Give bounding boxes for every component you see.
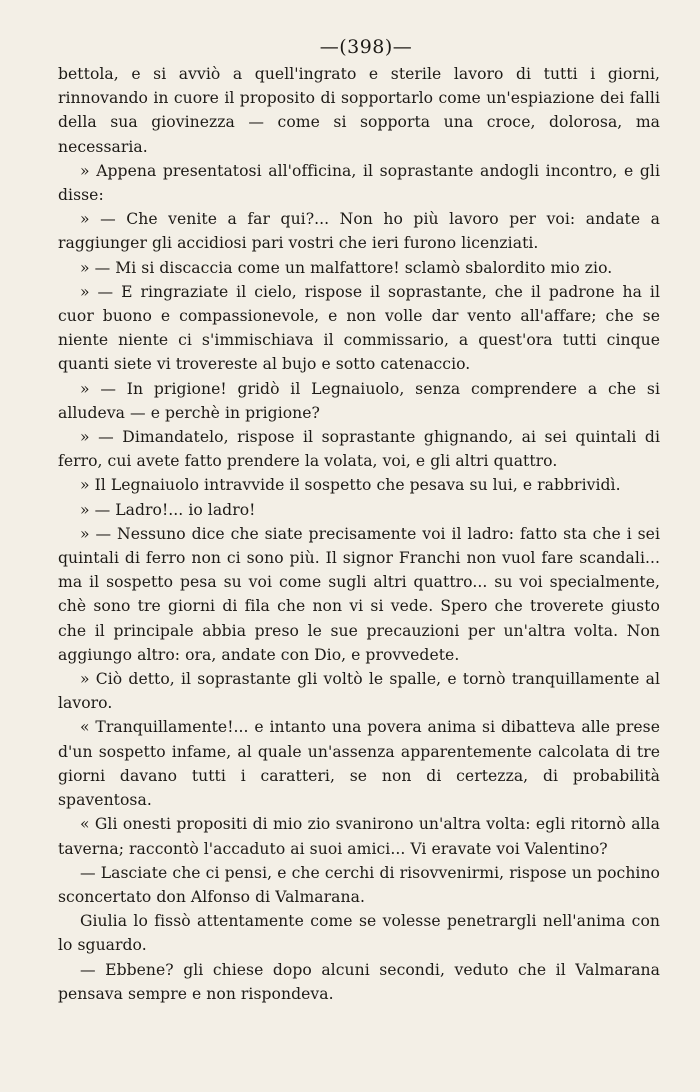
paragraph: — Lasciate che ci pensi, e che cerchi di risovvenirmi, rispose un pochino sconcertato don Alfonso di Valmarana. [58, 863, 660, 906]
paragraph: « Gli onesti propositi di mio zio svanirono un'altra volta: egli ritornò alla taverna; raccontò l'accaduto ai suoi amici... Vi eravate voi Valentino? [58, 815, 660, 858]
body-text [58, 62, 660, 1006]
paragraph: » Appena presentatosi all'officina, il soprastante andogli incontro, e gli disse: [58, 161, 660, 205]
paragraph: » Il Legnaiuolo intravvide il sospetto che pesava su lui, e rabbrividì. [80, 476, 621, 495]
paragraph: » — Ladro!... io ladro! [80, 500, 256, 519]
paragraph: » — Che venite a far qui?... Non ho più lavoro per voi: andate a raggiunger gli accidiosi pari vostri che ieri furono licenziati. [58, 210, 660, 253]
paragraph: bettola, e si avviò a quell'ingrato e sterile lavoro di tutti i giorni, rinnovando in cuore il proposito di sopportarlo come un'espiazione dei falli della sua giovinezza — come si sopporta una croce, dolorosa, ma necessaria. [58, 65, 660, 156]
paragraph: » — Nessuno dice che siate precisamente voi il ladro: fatto sta che i sei quintali di ferro non ci sono più. Il signor Franchi non vuol fare scandali... ma il sospetto pesa su voi come sugli altri quattro... su voi specialmente, chè sono tre giorni di fila che non vi si vede. Spero che troverete giusto che il principale abbia preso le sue precauzioni per un'altra volta. Non aggiungo altro: ora, andate con Dio, e provvedete. [58, 524, 660, 664]
paragraph: Giulia lo fissò attentamente come se volesse penetrargli nell'anima con lo sguardo. [58, 912, 660, 955]
paragraph: » Ciò detto, il soprastante gli voltò le spalle, e tornò tranquillamente al lavoro. [58, 670, 660, 713]
paragraph: » — In prigione! gridò il Legnaiuolo, senza comprendere a che si alludeva — e perchè in prigione? [58, 379, 660, 422]
paragraph: » — Mi si discaccia come un malfattore! sclamò sbalordito mio zio. [80, 258, 613, 277]
page-number: —(398)— [319, 36, 413, 58]
paragraph: « Tranquillamente!... e intanto una povera anima si dibatteva alle prese d'un sospetto infame, al quale un'assenza apparentemente calcolata di tre giorni davano tutti i caratteri, se non di certezza, di probabilità spaventosa. [58, 718, 660, 810]
paragraph: — Ebbene? gli chiese dopo alcuni secondi, veduto che il Valmarana pensava sempre e non rispondeva. [58, 960, 660, 1003]
paragraph: » — E ringraziate il cielo, rispose il soprastante, che il padrone ha il cuor buono e compassionevole, e non volle dar vento all'affare; che se niente niente ci s'immischiava il commissario, a quest'ora tutti cinque quanti siete vi trovereste al bujo e sotto catenaccio. [58, 282, 660, 374]
paragraph: » — Dimandatelo, rispose il soprastante ghignando, ai sei quintali di ferro, cui avete fatto prendere la volata, voi, e gli altri quattro. [58, 428, 660, 471]
